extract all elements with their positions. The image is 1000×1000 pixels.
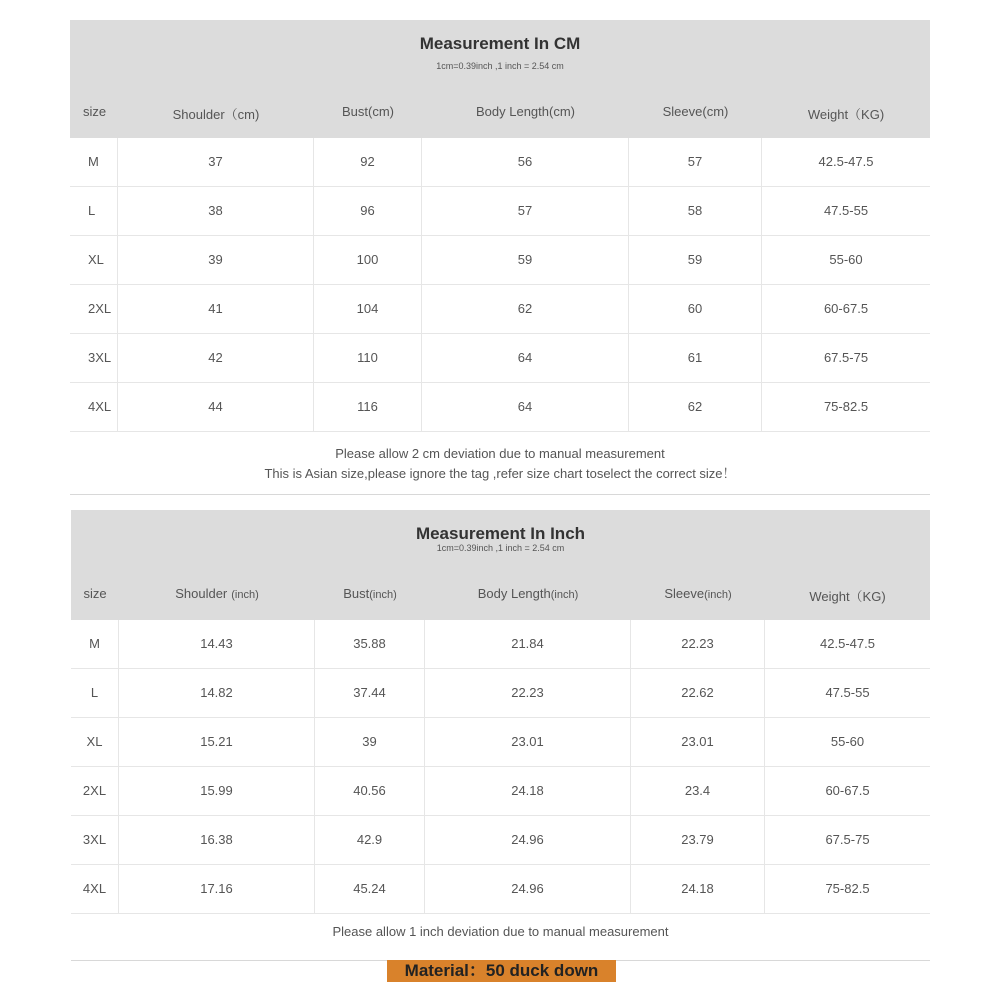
cell-sleeve: 23.4 bbox=[631, 767, 765, 815]
cell-weight: 47.5-55 bbox=[825, 685, 870, 700]
cell-shoulder: 14.43 bbox=[119, 620, 315, 668]
cm-table-title: Measurement In CM bbox=[419, 34, 581, 53]
inch-table-title: Measurement In Inch bbox=[415, 524, 586, 543]
table-row bbox=[70, 187, 930, 236]
cell-body-length: 64 bbox=[422, 334, 629, 382]
cell-sleeve: 23.01 bbox=[631, 718, 765, 766]
cell-shoulder: 15.99 bbox=[119, 767, 315, 815]
col-weight: Weight（KG) bbox=[807, 107, 885, 122]
cell-shoulder: 39 bbox=[118, 236, 314, 284]
cell-body-length: 24.96 bbox=[425, 816, 631, 864]
col-weight: Weight（KG) bbox=[809, 589, 886, 604]
cell-size: 2XL bbox=[70, 285, 118, 333]
cell-size: XL bbox=[71, 718, 119, 766]
cell-weight: 75-82.5 bbox=[825, 881, 870, 896]
cell-body-length: 21.84 bbox=[425, 620, 631, 668]
cell-size: 4XL bbox=[70, 383, 118, 431]
cm-size-table bbox=[70, 20, 930, 495]
col-size: size bbox=[83, 586, 107, 601]
cell-bust: 39 bbox=[315, 718, 425, 766]
cm-column-headers bbox=[70, 104, 930, 123]
deviation-note: Please allow 2 cm deviation due to manual measurement bbox=[335, 446, 665, 461]
cell-bust: 45.24 bbox=[315, 865, 425, 913]
cell-sleeve: 22.62 bbox=[631, 669, 765, 717]
cell-sleeve: 58 bbox=[629, 187, 762, 235]
col-sleeve-unit: (inch) bbox=[704, 589, 732, 601]
cell-weight: 42.5-47.5 bbox=[818, 154, 874, 169]
cell-size: L bbox=[70, 187, 118, 235]
cell-weight: 55-60 bbox=[830, 734, 865, 749]
cell-sleeve: 24.18 bbox=[631, 865, 765, 913]
cell-size: 4XL bbox=[71, 865, 119, 913]
cell-size: XL bbox=[70, 236, 118, 284]
cell-weight: 60-67.5 bbox=[825, 783, 870, 798]
cell-bust: 37.44 bbox=[315, 669, 425, 717]
cell-body-length: 62 bbox=[422, 285, 629, 333]
cell-bust: 100 bbox=[314, 236, 422, 284]
inch-size-table bbox=[71, 510, 930, 961]
cell-body-length: 24.96 bbox=[425, 865, 631, 913]
cell-sleeve: 61 bbox=[629, 334, 762, 382]
col-size: size bbox=[83, 104, 107, 119]
cell-body-length: 57 bbox=[422, 187, 629, 235]
col-shoulder: Shoulder（cm) bbox=[172, 107, 260, 122]
cell-sleeve: 59 bbox=[629, 236, 762, 284]
cell-shoulder: 17.16 bbox=[119, 865, 315, 913]
cell-shoulder: 16.38 bbox=[119, 816, 315, 864]
col-body-length: Body Length(cm) bbox=[476, 104, 575, 119]
col-shoulder bbox=[119, 586, 315, 605]
cell-weight: 42.5-47.5 bbox=[820, 636, 875, 651]
cell-bust: 104 bbox=[314, 285, 422, 333]
cm-table-header bbox=[70, 20, 930, 138]
col-shoulder-unit: (inch) bbox=[231, 589, 259, 601]
col-bust: Bust(cm) bbox=[342, 104, 394, 119]
inch-table-note bbox=[71, 914, 930, 961]
cell-bust: 35.88 bbox=[315, 620, 425, 668]
cell-shoulder: 14.82 bbox=[119, 669, 315, 717]
col-bust bbox=[315, 586, 425, 605]
cell-shoulder: 42 bbox=[118, 334, 314, 382]
table-row bbox=[70, 383, 930, 432]
cell-body-length: 56 bbox=[422, 138, 629, 186]
table-row bbox=[71, 816, 930, 865]
cell-shoulder: 38 bbox=[118, 187, 314, 235]
table-row bbox=[71, 620, 930, 669]
cell-shoulder: 37 bbox=[118, 138, 314, 186]
table-row bbox=[71, 865, 930, 914]
cell-body-length: 23.01 bbox=[425, 718, 631, 766]
cell-weight: 75-82.5 bbox=[823, 399, 869, 414]
cell-body-length: 59 bbox=[422, 236, 629, 284]
inch-table-conversion: 1cm=0.39inch ,1 inch = 2.54 cm bbox=[436, 543, 565, 553]
table-row bbox=[71, 718, 930, 767]
cell-weight: 67.5-75 bbox=[825, 832, 870, 847]
cell-bust: 116 bbox=[314, 383, 422, 431]
col-sleeve bbox=[631, 586, 765, 605]
cell-weight: 67.5-75 bbox=[823, 350, 869, 365]
cell-sleeve: 22.23 bbox=[631, 620, 765, 668]
cell-size: M bbox=[70, 138, 118, 186]
col-sleeve: Sleeve(cm) bbox=[662, 104, 729, 119]
col-sleeve-label: Sleeve bbox=[664, 586, 705, 601]
cell-size: L bbox=[71, 669, 119, 717]
cm-table-conversion: 1cm=0.39inch ,1 inch = 2.54 cm bbox=[436, 61, 564, 71]
cell-size: 3XL bbox=[70, 334, 118, 382]
material-label: Material：50 duck down bbox=[387, 960, 616, 982]
cell-sleeve: 57 bbox=[629, 138, 762, 186]
col-bust-label: Bust bbox=[343, 586, 370, 601]
cell-sleeve: 62 bbox=[629, 383, 762, 431]
cell-bust: 96 bbox=[314, 187, 422, 235]
cell-body-length: 24.18 bbox=[425, 767, 631, 815]
deviation-note: Please allow 1 inch deviation due to manual measurement bbox=[332, 924, 669, 939]
cell-body-length: 22.23 bbox=[425, 669, 631, 717]
table-row bbox=[71, 767, 930, 816]
col-bust-unit: (inch) bbox=[369, 589, 397, 601]
cell-sleeve: 23.79 bbox=[631, 816, 765, 864]
col-body-length bbox=[425, 586, 631, 605]
table-row bbox=[70, 236, 930, 285]
cell-weight: 55-60 bbox=[829, 252, 863, 267]
cell-sleeve: 60 bbox=[629, 285, 762, 333]
table-row bbox=[70, 285, 930, 334]
cell-weight: 60-67.5 bbox=[823, 301, 869, 316]
cell-bust: 42.9 bbox=[315, 816, 425, 864]
cell-bust: 40.56 bbox=[315, 767, 425, 815]
cell-shoulder: 15.21 bbox=[119, 718, 315, 766]
inch-column-headers bbox=[71, 586, 930, 605]
cm-table-note bbox=[70, 432, 930, 495]
cell-size: 2XL bbox=[71, 767, 119, 815]
table-row bbox=[71, 669, 930, 718]
cell-size: 3XL bbox=[71, 816, 119, 864]
inch-table-header bbox=[71, 510, 930, 620]
cell-bust: 92 bbox=[314, 138, 422, 186]
cell-body-length: 64 bbox=[422, 383, 629, 431]
col-body-length-unit: (inch) bbox=[550, 589, 579, 601]
cell-size: M bbox=[71, 620, 119, 668]
cell-shoulder: 41 bbox=[118, 285, 314, 333]
table-row bbox=[70, 334, 930, 383]
col-body-length-label: Body Length bbox=[477, 586, 551, 601]
cell-bust: 110 bbox=[314, 334, 422, 382]
cell-shoulder: 44 bbox=[118, 383, 314, 431]
col-shoulder-label: Shoulder bbox=[175, 586, 228, 601]
table-row bbox=[70, 138, 930, 187]
cell-weight: 47.5-55 bbox=[823, 203, 869, 218]
asian-size-note: This is Asian size,please ignore the tag ,refer size chart toselect the correct size！ bbox=[264, 466, 736, 481]
